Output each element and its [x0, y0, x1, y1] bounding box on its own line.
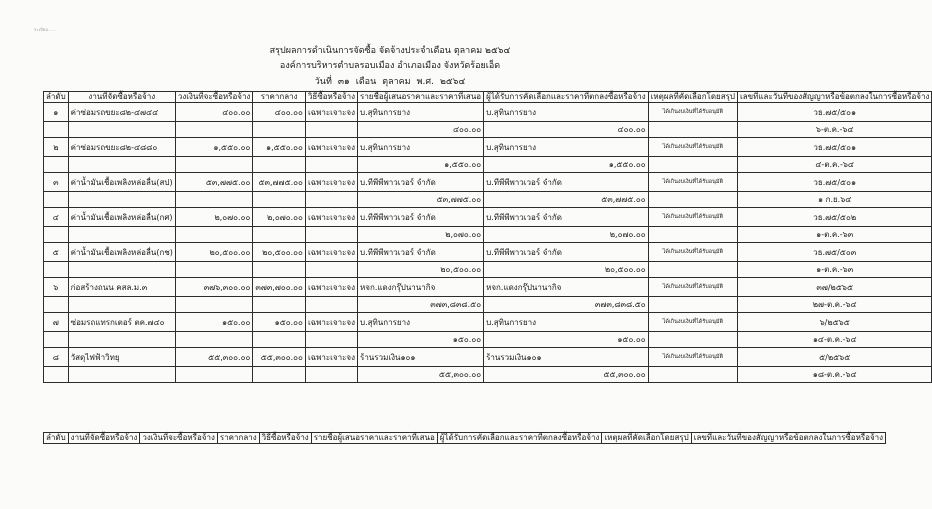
col-header: งานที่จัดซื้อหรือจ้าง	[68, 92, 175, 103]
table-header-row	[44, 433, 886, 444]
winning-price: ๒,๐๗๐.๐๐	[484, 227, 649, 243]
procurement-method: เฉพาะเจาะจง	[305, 313, 357, 332]
bidder-name: ร้านรวมเงิน๑๐๑	[358, 348, 484, 367]
selection-reason: ได้เกินงบเงินที่ได้รับอนุมัติ	[648, 313, 737, 332]
empty-cell	[253, 367, 306, 383]
winner-name: ร้านรวมเงิน๑๐๑	[484, 348, 649, 367]
empty-cell	[175, 332, 252, 348]
table-header-row	[44, 92, 932, 103]
winner-name: บ.ทีพีพีพาวเวอร์ จำกัด	[484, 173, 649, 192]
corner-note: ระเบียบ.....	[34, 27, 56, 32]
bid-price: ๓๗๓,๘๓๘.๕๐	[358, 297, 484, 313]
selection-reason: ได้เกินงบเงินที่ได้รับอนุมัติ	[648, 348, 737, 367]
col-header: ผู้ได้รับการคัดเลือกและราคาที่ตกลงซื้อหรือจ้าง	[437, 433, 602, 444]
col-header: เลขที่และวันที่ของสัญญาหรือข้อตกลงในการซื้อหรือจ้าง	[738, 92, 932, 103]
selection-reason: ได้เกินงบเงินที่ได้รับอนุมัติ	[648, 173, 737, 192]
empty-cell	[175, 122, 252, 138]
empty-cell	[305, 192, 357, 208]
median-price: ๕๓,๗๗๕.๐๐	[253, 173, 306, 192]
empty-cell	[68, 297, 175, 313]
empty-cell	[68, 367, 175, 383]
median-price: ๑๕๐.๐๐	[253, 313, 306, 332]
bidder-name: บ.ทีพีพีพาวเวอร์ จำกัด	[358, 208, 484, 227]
bidder-name: บ.ทีพีพีพาวเวอร์ จำกัด	[358, 173, 484, 192]
empty-cell	[68, 157, 175, 173]
procurement-table	[43, 91, 932, 383]
date-month: ตุลาคม	[382, 77, 411, 87]
empty-cell	[648, 227, 737, 243]
empty-cell	[253, 227, 306, 243]
empty-cell	[68, 192, 175, 208]
item-name: ค่าซ่อมรถขยะ๘๒-๔๗๔๔	[68, 103, 175, 122]
bid-price: ๒,๐๗๐.๐๐	[358, 227, 484, 243]
empty-cell	[253, 157, 306, 173]
empty-cell	[648, 367, 737, 383]
budget-amount: ๕๕,๓๐๐.๐๐	[175, 348, 252, 367]
empty-cell	[175, 227, 252, 243]
row-number: ๒	[44, 138, 69, 157]
col-header: วิธีซื้อหรือจ้าง	[305, 92, 357, 103]
row-number: ๖	[44, 278, 69, 297]
bidder-name: บ.สุทินการยาง	[358, 313, 484, 332]
procurement-table-next-page	[43, 432, 886, 444]
procurement-method: เฉพาะเจาะจง	[305, 348, 357, 367]
budget-amount: ๑๕๐.๐๐	[175, 313, 252, 332]
winner-name: บ.ทีพีพีพาวเวอร์ จำกัด	[484, 208, 649, 227]
bidder-name: บ.ทีพีพีพาวเวอร์ จำกัด	[358, 243, 484, 262]
procurement-method: เฉพาะเจาะจง	[305, 278, 357, 297]
empty-cell	[648, 297, 737, 313]
col-header: เหตุผลที่คัดเลือกโดยสรุป	[602, 433, 691, 444]
contract-number: ๖/๒๕๖๕	[738, 313, 932, 332]
budget-amount: ๔๐๐.๐๐	[175, 103, 252, 122]
item-name: ค่าน้ำมันเชื้อเพลิงหล่อลื่น(กช)	[68, 243, 175, 262]
table-row-continuation	[44, 227, 932, 243]
col-header: รายชื่อผู้เสนอราคาและราคาที่เสนอ	[311, 433, 437, 444]
empty-cell	[44, 122, 69, 138]
col-header: ราคากลาง	[217, 433, 259, 444]
contract-date: ๒๗-ต.ค.-๖๔	[738, 297, 932, 313]
table-row-continuation	[44, 297, 932, 313]
date-year-label: พ.ศ.	[416, 77, 434, 87]
winning-price: ๓๗๓,๘๓๘.๕๐	[484, 297, 649, 313]
contract-number: ๓๗/๒๕๖๕	[738, 278, 932, 297]
selection-reason: ได้เกินงบเงินที่ได้รับอนุมัติ	[648, 103, 737, 122]
date-year: ๒๕๖๔	[439, 77, 466, 87]
col-header: เหตุผลที่คัดเลือกโดยสรุป	[648, 92, 737, 103]
winning-price: ๒๐,๕๐๐.๐๐	[484, 262, 649, 278]
row-number: ๗	[44, 313, 69, 332]
table-row-continuation	[44, 367, 932, 383]
budget-amount: ๒๐,๕๐๐.๐๐	[175, 243, 252, 262]
row-number: ๓	[44, 173, 69, 192]
bidder-name: หจก.แดงกรุ๊ปนานากิจ	[358, 278, 484, 297]
empty-cell	[44, 192, 69, 208]
empty-cell	[648, 332, 737, 348]
empty-cell	[44, 332, 69, 348]
date-prefix: วันที่	[314, 77, 332, 87]
empty-cell	[305, 157, 357, 173]
organization-line: องค์การบริหารตำบลรอบเมือง อำเภอเมือง จังหวัดร้อยเอ็ด	[279, 61, 501, 71]
row-number: ๔	[44, 208, 69, 227]
contract-number: ๕/๒๕๖๕	[738, 348, 932, 367]
empty-cell	[44, 297, 69, 313]
empty-cell	[648, 157, 737, 173]
bid-price: ๑,๕๕๐.๐๐	[358, 157, 484, 173]
winning-price: ๔๐๐.๐๐	[484, 122, 649, 138]
bid-price: ๔๐๐.๐๐	[358, 122, 484, 138]
table-row-continuation	[44, 332, 932, 348]
item-name: ค่าซ่อมรถขยะ๘๒-๔๘๘๐	[68, 138, 175, 157]
winner-name: หจก.แดงกรุ๊ปนานากิจ	[484, 278, 649, 297]
bidder-name: บ.สุทินการยาง	[358, 138, 484, 157]
contract-date: ๑-ต.ค.-๖๓	[738, 262, 932, 278]
empty-cell	[44, 262, 69, 278]
empty-cell	[253, 332, 306, 348]
col-header: ลำดับ	[44, 92, 69, 103]
col-header: เลขที่และวันที่ของสัญญาหรือข้อตกลงในการซื้อหรือจ้าง	[691, 433, 885, 444]
contract-date: ๑๘-ต.ค.-๖๔	[738, 367, 932, 383]
contract-date: ๑๔-ต.ค.-๖๔	[738, 332, 932, 348]
median-price: ๒๐,๕๐๐.๐๐	[253, 243, 306, 262]
empty-cell	[305, 367, 357, 383]
empty-cell	[648, 122, 737, 138]
selection-reason: ได้เกินงบเงินที่ได้รับอนุมัติ	[648, 138, 737, 157]
item-name: ซ่อมรถแทรกเตอร์ ตค.๗๔๐	[68, 313, 175, 332]
empty-cell	[68, 227, 175, 243]
contract-number: วธ.๗๕/๕๐๓	[738, 243, 932, 262]
procurement-method: เฉพาะเจาะจง	[305, 103, 357, 122]
empty-cell	[305, 227, 357, 243]
winning-price: ๑๕๐.๐๐	[484, 332, 649, 348]
report-date-line	[40, 77, 740, 88]
item-name: ค่าน้ำมันเชื้อเพลิงหล่อลื่น(กศ)	[68, 208, 175, 227]
item-name: วัสดุไฟฟ้าวิทยุ	[68, 348, 175, 367]
table-row	[44, 348, 932, 367]
empty-cell	[175, 367, 252, 383]
empty-cell	[253, 297, 306, 313]
empty-cell	[175, 157, 252, 173]
col-header: วงเงินที่จะซื้อหรือจ้าง	[140, 433, 217, 444]
contract-number: วธ.๗๕/๕๐๑	[738, 138, 932, 157]
empty-cell	[305, 262, 357, 278]
table-row	[44, 138, 932, 157]
col-header: ผู้ได้รับการคัดเลือกและราคาที่ตกลงซื้อหรือจ้าง	[484, 92, 649, 103]
budget-amount: ๒,๐๗๐.๐๐	[175, 208, 252, 227]
row-number: ๑	[44, 103, 69, 122]
empty-cell	[253, 192, 306, 208]
winner-name: บ.สุทินการยาง	[484, 313, 649, 332]
bidder-name: บ.สุทินการยาง	[358, 103, 484, 122]
col-header: ราคากลาง	[253, 92, 306, 103]
bid-price: ๕๓,๗๗๕.๐๐	[358, 192, 484, 208]
row-number: ๕	[44, 243, 69, 262]
selection-reason: ได้เกินงบเงินที่ได้รับอนุมัติ	[648, 208, 737, 227]
contract-date: ๖-ต.ค.-๖๔	[738, 122, 932, 138]
contract-date: ๔-ต.ค.-๖๔	[738, 157, 932, 173]
item-name: ก่อสร้างถนน คสล.ม.๓	[68, 278, 175, 297]
contract-number: วธ.๗๕/๕๐๒	[738, 208, 932, 227]
table-row-continuation	[44, 157, 932, 173]
empty-cell	[305, 332, 357, 348]
report-title: สรุปผลการดำเนินการจัดซื้อ จัดจ้างประจำเดือน ตุลาคม ๒๕๖๔	[269, 46, 511, 56]
median-price: ๓๗๓,๗๐๐.๐๐	[253, 278, 306, 297]
bid-price: ๑๕๐.๐๐	[358, 332, 484, 348]
procurement-method: เฉพาะเจาะจง	[305, 208, 357, 227]
empty-cell	[648, 262, 737, 278]
table-row	[44, 313, 932, 332]
selection-reason: ได้เกินงบเงินที่ได้รับอนุมัติ	[648, 243, 737, 262]
budget-amount: ๕๓,๗๗๕.๐๐	[175, 173, 252, 192]
table-row	[44, 173, 932, 192]
table-row-continuation	[44, 192, 932, 208]
contract-date: ๑-ต.ค.-๖๓	[738, 227, 932, 243]
median-price: ๕๕,๓๐๐.๐๐	[253, 348, 306, 367]
procurement-method: เฉพาะเจาะจง	[305, 138, 357, 157]
empty-cell	[68, 122, 175, 138]
contract-number: วธ.๗๕/๕๐๑	[738, 103, 932, 122]
col-header: งานที่จัดซื้อหรือจ้าง	[68, 433, 140, 444]
table-row-continuation	[44, 262, 932, 278]
bid-price: ๒๐,๕๐๐.๐๐	[358, 262, 484, 278]
empty-cell	[253, 122, 306, 138]
winning-price: ๕๕,๓๐๐.๐๐	[484, 367, 649, 383]
procurement-method: เฉพาะเจาะจง	[305, 173, 357, 192]
empty-cell	[68, 332, 175, 348]
median-price: ๔๐๐.๐๐	[253, 103, 306, 122]
contract-date: ๑ ก.ย.๖๔	[738, 192, 932, 208]
contract-number: วธ.๗๕/๕๐๑	[738, 173, 932, 192]
empty-cell	[305, 122, 357, 138]
empty-cell	[44, 227, 69, 243]
empty-cell	[253, 262, 306, 278]
date-month-label: เดือน	[355, 77, 377, 87]
col-header: วิธีซื้อหรือจ้าง	[259, 433, 311, 444]
col-header: วงเงินที่จะซื้อหรือจ้าง	[175, 92, 252, 103]
table-row	[44, 243, 932, 262]
col-header: ลำดับ	[44, 433, 69, 444]
procurement-method: เฉพาะเจาะจง	[305, 243, 357, 262]
median-price: ๒,๐๗๐.๐๐	[253, 208, 306, 227]
budget-amount: ๓๗๖,๓๐๐.๐๐	[175, 278, 252, 297]
table-row	[44, 278, 932, 297]
table-row-continuation	[44, 122, 932, 138]
col-header: รายชื่อผู้เสนอราคาและราคาที่เสนอ	[358, 92, 484, 103]
empty-cell	[305, 297, 357, 313]
winner-name: บ.สุทินการยาง	[484, 103, 649, 122]
table-row	[44, 103, 932, 122]
winning-price: ๑,๕๕๐.๐๐	[484, 157, 649, 173]
budget-amount: ๑,๕๕๐.๐๐	[175, 138, 252, 157]
empty-cell	[175, 297, 252, 313]
empty-cell	[175, 192, 252, 208]
empty-cell	[648, 192, 737, 208]
empty-cell	[175, 262, 252, 278]
winning-price: ๕๓,๗๗๕.๐๐	[484, 192, 649, 208]
table-row	[44, 208, 932, 227]
empty-cell	[68, 262, 175, 278]
winner-name: บ.ทีพีพีพาวเวอร์ จำกัด	[484, 243, 649, 262]
item-name: ค่าน้ำมันเชื้อเพลิงหล่อลื่น(สป)	[68, 173, 175, 192]
empty-cell	[44, 157, 69, 173]
selection-reason: ได้เกินงบเงินที่ได้รับอนุมัติ	[648, 278, 737, 297]
date-day: ๓๑	[337, 77, 350, 87]
winner-name: บ.สุทินการยาง	[484, 138, 649, 157]
median-price: ๑,๕๕๐.๐๐	[253, 138, 306, 157]
row-number: ๘	[44, 348, 69, 367]
empty-cell	[44, 367, 69, 383]
bid-price: ๕๕,๓๐๐.๐๐	[358, 367, 484, 383]
